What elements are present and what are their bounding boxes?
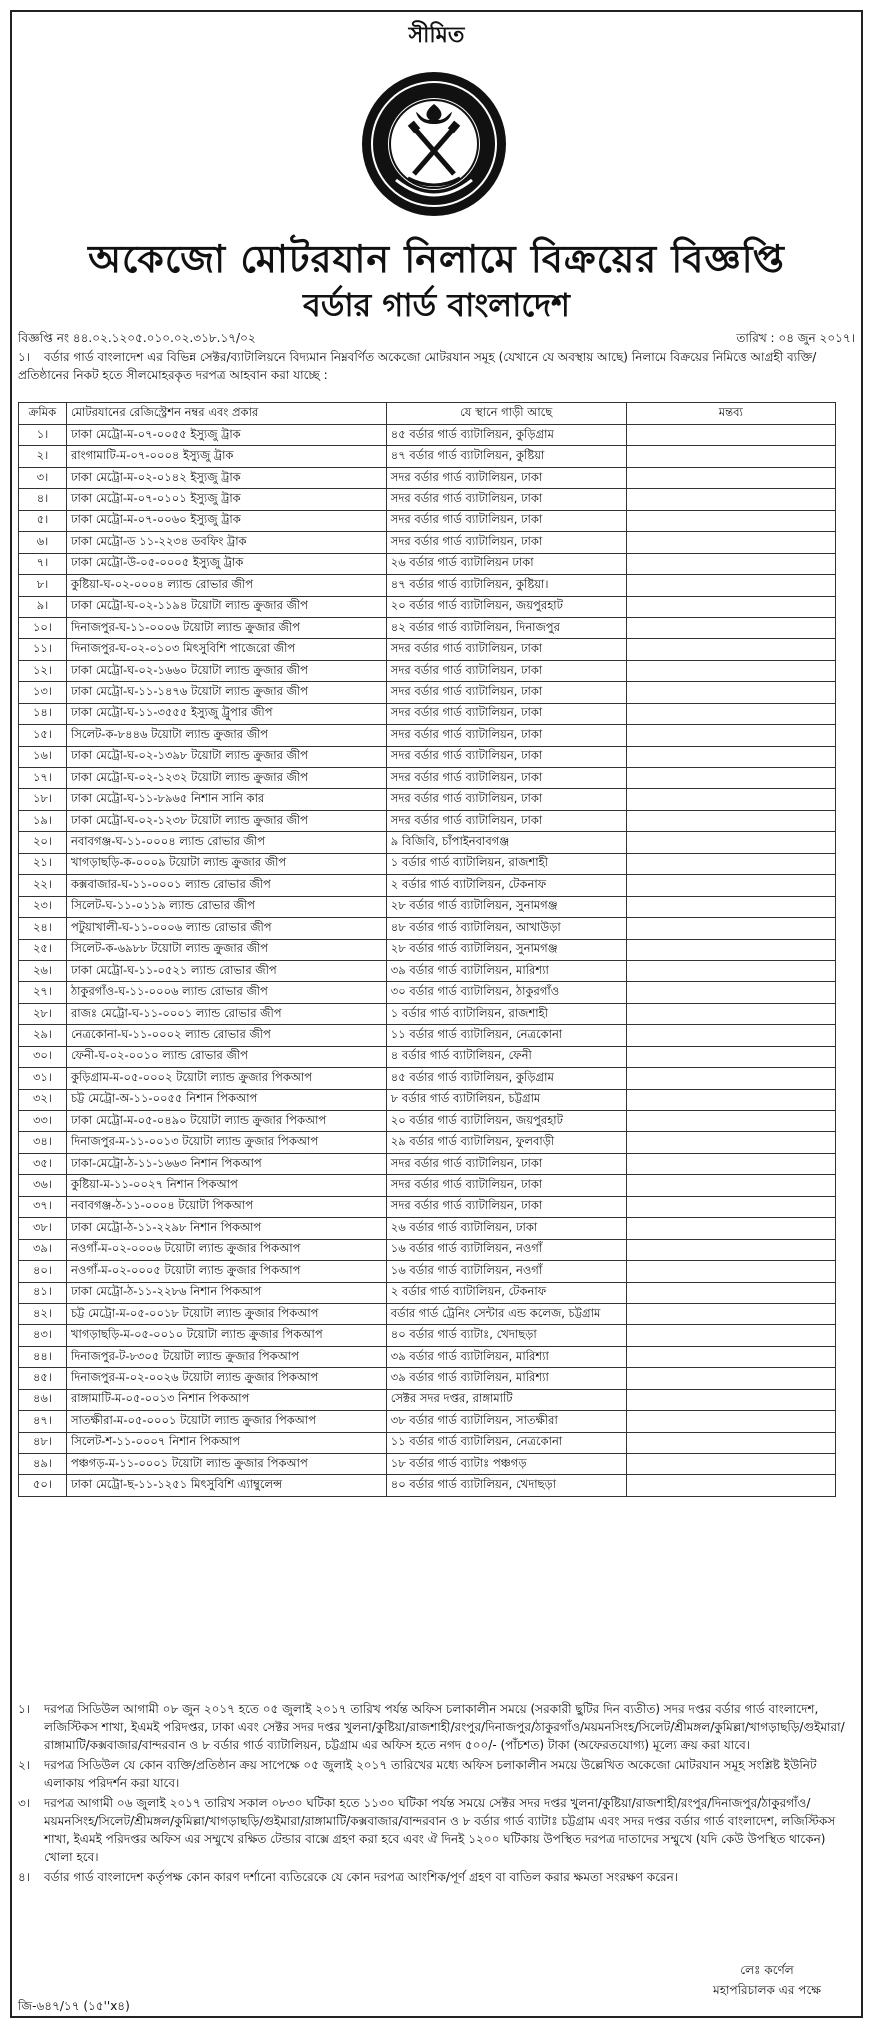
notice-title: অকেজো মোটরযান নিলামে বিক্রয়ের বিজ্ঞপ্তি bbox=[88, 237, 785, 281]
row-location: ৪৫ বর্ডার গার্ড ব্যাটালিয়ন, কুড়িগ্রাম bbox=[386, 425, 626, 446]
row-serial: ১৭। bbox=[19, 768, 67, 789]
row-remarks bbox=[626, 553, 835, 574]
row-serial: ৪৪। bbox=[19, 1346, 67, 1367]
row-serial: ৩৩। bbox=[19, 1111, 67, 1132]
row-location: ২ বর্ডার গার্ড ব্যাটালিয়ন, টেকনাফ bbox=[386, 1282, 626, 1303]
row-location: সদর বর্ডার গার্ড ব্যাটালিয়ন, ঢাকা bbox=[386, 768, 626, 789]
row-vehicle: ঢাকা মেট্রো-ম-০২-০১৪২ ইস্যুজু ট্রাক bbox=[66, 467, 386, 488]
row-location: ১ বর্ডার গার্ড ব্যাটালিয়ন, রাজশাহী bbox=[386, 1003, 626, 1024]
intro-number: ১। bbox=[18, 350, 31, 364]
note-text: বর্ডার গার্ড বাংলাদেশ কর্তৃপক্ষ কোন কারণ দর্শানো ব্যতিরেকে যে কোন দরপত্র আংশিক/পূর্ণ গ্রহণ বা বাতিল করার ক্ষমতা সংরক্ষণ করেন। bbox=[44, 1870, 679, 1884]
table-row bbox=[19, 1432, 836, 1453]
row-location: সদর বর্ডার গার্ড ব্যাটালিয়ন, ঢাকা bbox=[386, 725, 626, 746]
row-serial: ৪৭। bbox=[19, 1411, 67, 1432]
table-row bbox=[19, 1475, 836, 1496]
row-serial: ১০। bbox=[19, 617, 67, 638]
table-row bbox=[19, 1111, 836, 1132]
row-remarks bbox=[626, 982, 835, 1003]
row-remarks bbox=[626, 1368, 835, 1389]
row-remarks bbox=[626, 639, 835, 660]
row-serial: ১৯। bbox=[19, 810, 67, 831]
row-location: ২৬ বর্ডার গার্ড ব্যাটালিয়ন ঢাকা bbox=[386, 553, 626, 574]
row-remarks bbox=[626, 467, 835, 488]
row-remarks bbox=[626, 1432, 835, 1453]
note-number: ২। bbox=[18, 1758, 31, 1772]
row-location: ২৮ বর্ডার গার্ড ব্যাটালিয়ন, সুনামগঞ্জ bbox=[386, 896, 626, 917]
row-serial: ৩১। bbox=[19, 1068, 67, 1089]
row-vehicle: রাংগামাটি-ম-০৭-০০০৪ ইস্যুজু ট্রাক bbox=[66, 446, 386, 467]
table-row bbox=[19, 467, 836, 488]
table-row bbox=[19, 875, 836, 896]
row-location: ৪২ বর্ডার গার্ড ব্যাটালিয়ন, দিনাজপুর bbox=[386, 617, 626, 638]
row-location: ৮ বর্ডার গার্ড ব্যাটালিয়ন, চট্টগ্রাম bbox=[386, 1089, 626, 1110]
note-item bbox=[18, 1700, 855, 1754]
row-location: ৪০ বর্ডার গার্ড ব্যাটালিয়ন, খেদাছড়া bbox=[386, 1475, 626, 1496]
note-text: দরপত্র সিডিউল আগামী ০৮ জুন ২০১৭ হতে ০৫ জুলাই ২০১৭ তারিখ পর্যন্ত অফিস চলাকালীন সময়ে (সরকারী ছুটির দিন ব্যতীত) সদর দপ্তর বর্ডার গার্ড বাংলাদেশ, লজিস্টিকস শাখা, ইএমই পরিদপ্তর, ঢাকা এবং সেক্টর সদর দপ্তর খুলনা/কুষ্টিয়া/রাজশাহী/রংপুর/দিনাজপুর/ঠাকুরগাঁও/ময়মনসিংহ/সিলেট/শ্রীমঙ্গল/কুমিল্লা/খাগড়াছড়ি/গুইমারা/রাঙ্গামাটি/কক্সবাজার/বান্দরবান ও ৮ বর্ডার গার্ড ব্যাটালিয়ন, চট্টগ্রাম এর অফিস হতে নগদ ৫০০/- (পাঁচশত) টাকা (অফেরতযোগ্য) মূল্যে ক্রয় করা যাবে। bbox=[44, 1702, 845, 1752]
row-location: ৩৯ বর্ডার গার্ড ব্যাটালিয়ন, মারিশ্যা bbox=[386, 1368, 626, 1389]
table-row bbox=[19, 1175, 836, 1196]
row-vehicle: দিনাজপুর-ঘ-০২-০১০৩ মিৎসুবিশি পাজেরো জীপ bbox=[66, 639, 386, 660]
row-location: ৩৯ বর্ডার গার্ড ব্যাটালিয়ন, মারিশ্যা bbox=[386, 1346, 626, 1367]
table-row bbox=[19, 1303, 836, 1324]
row-vehicle: ঢাকা মেট্রো-ম-০৭-০০৬০ ইস্যুজু ট্রাক bbox=[66, 510, 386, 531]
row-location: ৪৭ বর্ডার গার্ড ব্যাটালিয়ন, কুষ্টিয়া। bbox=[386, 575, 626, 596]
row-vehicle: ঢাকা মেট্রো-ঘ-০২-১২৩৮ টয়োটা ল্যান্ড ক্রুজার জীপ bbox=[66, 810, 386, 831]
row-remarks bbox=[626, 1475, 835, 1496]
row-vehicle: ঢাকা মেট্রো-ম-০৭-০১০১ ইস্যুজু ট্রাক bbox=[66, 489, 386, 510]
row-remarks bbox=[626, 1025, 835, 1046]
row-remarks bbox=[626, 1239, 835, 1260]
row-serial: ৪৬। bbox=[19, 1389, 67, 1410]
row-location: সদর বর্ডার গার্ড ব্যাটালিয়ন, ঢাকা bbox=[386, 467, 626, 488]
row-vehicle: ঢাকা মেট্রো-ম-০৫-০৪৯০ টয়োটা ল্যান্ড ক্রুজার পিকআপ bbox=[66, 1111, 386, 1132]
row-serial: ১৩। bbox=[19, 682, 67, 703]
row-remarks bbox=[626, 1218, 835, 1239]
table-row bbox=[19, 1325, 836, 1346]
table-row bbox=[19, 982, 836, 1003]
row-remarks bbox=[626, 1411, 835, 1432]
row-vehicle: ঢাকা মেট্রো-ঘ-০২-১২৩২ টয়োটা ল্যান্ড ক্রুজার জীপ bbox=[66, 768, 386, 789]
row-location: সদর বর্ডার গার্ড ব্যাটালিয়ন, ঢাকা bbox=[386, 789, 626, 810]
note-item bbox=[18, 1794, 855, 1866]
row-location: ১১ বর্ডার গার্ড ব্যাটালিয়ন, নেত্রকোনা bbox=[386, 1432, 626, 1453]
row-vehicle: ঢাকা মেট্রো-উ-০৫-০০০৫ ইস্যুজু ট্রাক bbox=[66, 553, 386, 574]
table-header-row bbox=[19, 403, 836, 425]
reference-line bbox=[18, 330, 855, 350]
row-serial: ৪১। bbox=[19, 1282, 67, 1303]
row-location: ৪০ বর্ডার গার্ড ব্যাটাঃ, খেদাছড়া bbox=[386, 1325, 626, 1346]
row-vehicle: ঢাকা মেট্রো-ড ১১-২২৩৪ ডবফিং ট্রাক bbox=[66, 532, 386, 553]
row-serial: ২২। bbox=[19, 875, 67, 896]
row-serial: ২৩। bbox=[19, 896, 67, 917]
note-text: দরপত্র আগামী ০৬ জুলাই ২০১৭ তারিখ সকাল ০৮৩০ ঘটিকা হতে ১১৩০ ঘটিকা পর্যন্ত সময়ে সেক্টর সদর দপ্তর খুলনা/কুষ্টিয়া/রাজশাহী/রংপুর/দিনাজপুর/ঠাকুরগাঁও/ময়মনসিংহ/সিলেট/শ্রীমঙ্গল/কুমিল্লা/খাগড়াছড়ি/গুইমারা/রাঙ্গামাটি/কক্সবাজার/বান্দরবান ও ৮ বর্ডার গার্ড ব্যাটাঃ চট্টগ্রাম এবং সদর দপ্তর বর্ডার গার্ড বাংলাদেশ, লজিস্টিকস শাখা, ইএমই পরিদপ্তর অফিস এর সম্মুখে রক্ষিত টেন্ডার বাক্সে গ্রহণ করা হবে এবং ঐ দিনই ১২০০ ঘটিকায় উপস্থিত দরপত্র দাতাদের সম্মুখে (যদি কেউ উপস্থিত থাকেন) খোলা হবে। bbox=[44, 1796, 836, 1864]
row-serial: ১। bbox=[19, 425, 67, 446]
col-header-serial: ক্রমিক bbox=[19, 403, 67, 425]
row-serial: ৩৫। bbox=[19, 1153, 67, 1174]
signatory-on-behalf: মহাপরিচালক এর পক্ষে bbox=[713, 1983, 821, 1997]
table-row bbox=[19, 789, 836, 810]
row-remarks bbox=[626, 875, 835, 896]
row-serial: ৩০। bbox=[19, 1046, 67, 1067]
row-serial: ৬। bbox=[19, 532, 67, 553]
row-remarks bbox=[626, 1003, 835, 1024]
vehicle-table-body bbox=[19, 425, 836, 1497]
intro-text: বর্ডার গার্ড বাংলাদেশ এর বিভিন্ন সেক্টর/ব্যাটালিয়নে বিদ্যমান নিম্নবর্ণিত অকেজো মোটরযান সমূহ (যেখানে যে অবস্থায় আছে) নিলামে বিক্রয়ের নিমিত্তে আগ্রহী ব্যক্তি/প্রতিষ্ঠানের নিকট হতে সীলমোহরকৃত দরপত্র আহবান করা যাচ্ছে : bbox=[18, 350, 817, 382]
table-row bbox=[19, 575, 836, 596]
note-number: ৩। bbox=[18, 1796, 31, 1810]
row-vehicle: খাগড়াছড়ি-ক-০০০৯ টয়োটা ল্যান্ড ক্রুজার জীপ bbox=[66, 853, 386, 874]
row-location: সদর বর্ডার গার্ড ব্যাটালিয়ন, ঢাকা bbox=[386, 1153, 626, 1174]
table-row bbox=[19, 489, 836, 510]
row-remarks bbox=[626, 1303, 835, 1324]
row-remarks bbox=[626, 1261, 835, 1282]
table-row bbox=[19, 1068, 836, 1089]
note-number: ১। bbox=[18, 1702, 31, 1716]
row-vehicle: দিনাজপুর-ঘ-১১-০০০৬ টয়োটা ল্যান্ড ক্রুজার জীপ bbox=[66, 617, 386, 638]
row-serial: ৩২। bbox=[19, 1089, 67, 1110]
table-row bbox=[19, 1389, 836, 1410]
row-location: ৩০ বর্ডার গার্ড ব্যাটালিয়ন, ঠাকুরগাঁও bbox=[386, 982, 626, 1003]
row-remarks bbox=[626, 489, 835, 510]
table-row bbox=[19, 1132, 836, 1153]
row-location: ৪৫ বর্ডার গার্ড ব্যাটালিয়ন, কুড়িগ্রাম bbox=[386, 1068, 626, 1089]
row-location: ৩৮ বর্ডার গার্ড ব্যাটালিয়ন, সাতক্ষীরা bbox=[386, 1411, 626, 1432]
table-row bbox=[19, 1089, 836, 1110]
row-serial: ৭। bbox=[19, 553, 67, 574]
notice-date: তারিখ : ০৪ জুন ২০১৭। bbox=[736, 331, 855, 345]
table-row bbox=[19, 617, 836, 638]
row-vehicle: কক্সবাজার-ঘ-১১-০০০১ ল্যান্ড রোভার জীপ bbox=[66, 875, 386, 896]
row-remarks bbox=[626, 1346, 835, 1367]
table-row bbox=[19, 596, 836, 617]
row-vehicle: সাতক্ষীরা-ম-০৫-০০০১ টয়োটা ল্যান্ড ক্রুজার পিকআপ bbox=[66, 1411, 386, 1432]
row-vehicle: পটুয়াখালী-ঘ-১১-০০০৬ ল্যান্ড রোভার জীপ bbox=[66, 918, 386, 939]
row-serial: ২৬। bbox=[19, 960, 67, 981]
intro-paragraph bbox=[18, 348, 855, 384]
row-vehicle: পঞ্চগড়-ম-১১-০০০১ টয়োটা ল্যান্ড ক্রুজার পিকআপ bbox=[66, 1454, 386, 1475]
row-remarks bbox=[626, 960, 835, 981]
row-vehicle: নেত্রকোনা-ঘ-১১-০০০২ ল্যান্ড রোভার জীপ bbox=[66, 1025, 386, 1046]
row-remarks bbox=[626, 832, 835, 853]
table-row bbox=[19, 425, 836, 446]
row-location: সেক্টর সদর দপ্তর, রাঙ্গামাটি bbox=[386, 1389, 626, 1410]
row-vehicle: ঢাকা-মেট্রো-ঠ-১১-১৬৬৩ নিশান পিকআপ bbox=[66, 1153, 386, 1174]
row-serial: ১৪। bbox=[19, 703, 67, 724]
row-location: সদর বর্ডার গার্ড ব্যাটালিয়ন, ঢাকা bbox=[386, 703, 626, 724]
row-location: সদর বর্ডার গার্ড ব্যাটালিয়ন, ঢাকা bbox=[386, 1175, 626, 1196]
row-vehicle: ঢাকা মেট্রো-ঘ-০২-১১৯৪ টয়োটা ল্যান্ড ক্রুজার জীপ bbox=[66, 596, 386, 617]
row-location: সদর বর্ডার গার্ড ব্যাটালিয়ন, ঢাকা bbox=[386, 810, 626, 831]
row-serial: ২৫। bbox=[19, 939, 67, 960]
row-remarks bbox=[626, 617, 835, 638]
row-serial: ৩৮। bbox=[19, 1218, 67, 1239]
row-location: ৪৭ বর্ডার গার্ড ব্যাটালিয়ন, কুষ্টিয়া bbox=[386, 446, 626, 467]
row-serial: ২। bbox=[19, 446, 67, 467]
row-remarks bbox=[626, 1046, 835, 1067]
row-remarks bbox=[626, 660, 835, 681]
row-serial: ৮। bbox=[19, 575, 67, 596]
row-location: সদর বর্ডার গার্ড ব্যাটালিয়ন, ঢাকা bbox=[386, 532, 626, 553]
row-serial: ৩৬। bbox=[19, 1175, 67, 1196]
row-vehicle: দিনাজপুর-ম-০২-০০২৬ টয়োটা ল্যান্ড ক্রুজার পিকআপ bbox=[66, 1368, 386, 1389]
table-row bbox=[19, 1218, 836, 1239]
table-row bbox=[19, 1196, 836, 1217]
table-row bbox=[19, 660, 836, 681]
row-remarks bbox=[626, 810, 835, 831]
row-remarks bbox=[626, 789, 835, 810]
table-row bbox=[19, 896, 836, 917]
row-vehicle: ঢাকা মেট্রো-ঘ-১১-৮৯৬৫ নিশান সানি কার bbox=[66, 789, 386, 810]
row-remarks bbox=[626, 1325, 835, 1346]
table-row bbox=[19, 639, 836, 660]
row-remarks bbox=[626, 596, 835, 617]
row-vehicle: ফেনী-ঘ-০২-০০১০ ল্যান্ড রোভার জীপ bbox=[66, 1046, 386, 1067]
row-vehicle: ঢাকা মেট্রো-ঘ-০২-১৬৬০ টয়োটা ল্যান্ড ক্রুজার জীপ bbox=[66, 660, 386, 681]
col-header-location: যে স্থানে গাড়ী আছে bbox=[386, 403, 626, 425]
table-row bbox=[19, 853, 836, 874]
row-location: ৩৯ বর্ডার গার্ড ব্যাটালিয়ন, মারিশ্যা bbox=[386, 960, 626, 981]
bgb-emblem-icon bbox=[360, 70, 508, 218]
row-serial: ৩৪। bbox=[19, 1132, 67, 1153]
table-row bbox=[19, 1046, 836, 1067]
signatory-rank: লেঃ কর্ণেল bbox=[740, 1963, 794, 1977]
row-vehicle: নওগাঁ-ম-০২-০০০৬ টয়োটা ল্যান্ড ক্রুজার পিকআপ bbox=[66, 1239, 386, 1260]
row-location: ১৬ বর্ডার গার্ড ব্যাটালিয়ন, নওগাঁ bbox=[386, 1239, 626, 1260]
vehicle-table bbox=[18, 402, 836, 1497]
table-row bbox=[19, 1411, 836, 1432]
table-row bbox=[19, 725, 836, 746]
table-row bbox=[19, 1346, 836, 1367]
table-row bbox=[19, 960, 836, 981]
row-vehicle: রাঙ্গামাটি-ম-০৫-০০১৩ নিশান পিকআপ bbox=[66, 1389, 386, 1410]
notice-page bbox=[10, 10, 863, 2018]
row-serial: ২৭। bbox=[19, 982, 67, 1003]
table-row bbox=[19, 1239, 836, 1260]
row-vehicle: ঢাকা মেট্রো-ঘ-১১-১৪৭৬ টয়োটা ল্যান্ড ক্রুজার জীপ bbox=[66, 682, 386, 703]
note-number: ৪। bbox=[18, 1870, 31, 1884]
row-serial: ৪২। bbox=[19, 1303, 67, 1324]
table-row bbox=[19, 810, 836, 831]
table-row bbox=[19, 746, 836, 767]
table-row bbox=[19, 918, 836, 939]
row-vehicle: রাজঃ মেট্রো-ঘ-১১-০০০১ ল্যান্ড রোভার জীপ bbox=[66, 1003, 386, 1024]
row-remarks bbox=[626, 1153, 835, 1174]
row-remarks bbox=[626, 1068, 835, 1089]
row-vehicle: নবাবগঞ্জ-ঘ-১১-০০০৪ ল্যান্ড রোভার জীপ bbox=[66, 832, 386, 853]
row-location: ২৮ বর্ডার গার্ড ব্যাটালিয়ন, সুনামগঞ্জ bbox=[386, 939, 626, 960]
row-serial: ১৮। bbox=[19, 789, 67, 810]
row-vehicle: সিলেট-ক-৬৯৮৮ টয়োটা ল্যান্ড ক্রুজার জীপ bbox=[66, 939, 386, 960]
row-serial: ১৫। bbox=[19, 725, 67, 746]
table-row bbox=[19, 939, 836, 960]
row-location: ১ বর্ডার গার্ড ব্যাটালিয়ন, রাজশাহী bbox=[386, 853, 626, 874]
row-location: ২৯ বর্ডার গার্ড ব্যাটালিয়ন, ফুলবাড়ী bbox=[386, 1132, 626, 1153]
row-serial: ৩৭। bbox=[19, 1196, 67, 1217]
row-location: সদর বর্ডার গার্ড ব্যাটালিয়ন, ঢাকা bbox=[386, 746, 626, 767]
row-serial: ২১। bbox=[19, 853, 67, 874]
table-row bbox=[19, 1454, 836, 1475]
table-row bbox=[19, 832, 836, 853]
table-row bbox=[19, 1261, 836, 1282]
row-vehicle: কুষ্টিয়া-ঘ-০২-০০০৪ ল্যান্ড রোভার জীপ bbox=[66, 575, 386, 596]
row-location: ৯ বিজিবি, চাঁপাইনবাবগঞ্জ bbox=[386, 832, 626, 853]
table-row bbox=[19, 446, 836, 467]
row-vehicle: খাগড়াছড়ি-ম-০৫-০০১০ টয়োটা ল্যান্ড ক্রুজার পিকআপ bbox=[66, 1325, 386, 1346]
row-remarks bbox=[626, 1282, 835, 1303]
row-vehicle: ঠাকুরগাঁও-ঘ-১১-০০০৬ ল্যান্ড রোভার জীপ bbox=[66, 982, 386, 1003]
row-remarks bbox=[626, 1175, 835, 1196]
row-location: ২ বর্ডার গার্ড ব্যাটালিয়ন, টেকনাফ bbox=[386, 875, 626, 896]
row-remarks bbox=[626, 532, 835, 553]
row-location: ১৬ বর্ডার গার্ড ব্যাটালিয়ন, নওগাঁ bbox=[386, 1261, 626, 1282]
row-remarks bbox=[626, 939, 835, 960]
row-vehicle: ঢাকা মেট্রো-ঠ-১১-২২৯৮ নিশান পিকআপ bbox=[66, 1218, 386, 1239]
row-serial: ৯। bbox=[19, 596, 67, 617]
row-location: ২৬ বর্ডার গার্ড ব্যাটালিয়ন, ঢাকা bbox=[386, 1218, 626, 1239]
row-location: সদর বর্ডার গার্ড ব্যাটালিয়ন, ঢাকা bbox=[386, 682, 626, 703]
row-vehicle: ঢাকা মেট্রো-ঘ-০২-১৩৯৮ টয়োটা ল্যান্ড ক্রুজার জীপ bbox=[66, 746, 386, 767]
row-remarks bbox=[626, 446, 835, 467]
row-location: সদর বর্ডার গার্ড ব্যাটালিয়ন, ঢাকা bbox=[386, 510, 626, 531]
row-location: ১৮ বর্ডার গার্ড ব্যাটাঃ পঞ্চগড় bbox=[386, 1454, 626, 1475]
row-location: ২০ বর্ডার গার্ড ব্যাটালিয়ন, জয়পুরহাট bbox=[386, 596, 626, 617]
row-serial: ৪৫। bbox=[19, 1368, 67, 1389]
row-remarks bbox=[626, 703, 835, 724]
row-vehicle: কুড়িগ্রাম-ম-০৫-০০০২ টয়োটা ল্যান্ড ক্রুজার পিকআপ bbox=[66, 1068, 386, 1089]
row-serial: ১২। bbox=[19, 660, 67, 681]
row-remarks bbox=[626, 896, 835, 917]
row-serial: ৪৯। bbox=[19, 1454, 67, 1475]
row-location: বর্ডার গার্ড ট্রেনিং সেন্টার এন্ড কলেজ, চট্টগ্রাম bbox=[386, 1303, 626, 1324]
row-remarks bbox=[626, 682, 835, 703]
row-remarks bbox=[626, 853, 835, 874]
row-serial: ২০। bbox=[19, 832, 67, 853]
reference-number: বিজ্ঞপ্তি নং ৪৪.০২.১২০৫.০১০.০২.৩১৮.১৭/০২ bbox=[18, 331, 256, 345]
row-vehicle: সিলেট-ক-৮৪৪৬ টয়োটা ল্যান্ড ক্রুজার জীপ bbox=[66, 725, 386, 746]
table-row bbox=[19, 1368, 836, 1389]
row-remarks bbox=[626, 1196, 835, 1217]
row-location: ১১ বর্ডার গার্ড ব্যাটালিয়ন, নেত্রকোনা bbox=[386, 1025, 626, 1046]
row-serial: ৫০। bbox=[19, 1475, 67, 1496]
row-remarks bbox=[626, 1111, 835, 1132]
row-remarks bbox=[626, 1089, 835, 1110]
row-vehicle: ঢাকা মেট্রো-ঘ-১১-৩৫৫৫ ইস্যুজু ট্রুপার জীপ bbox=[66, 703, 386, 724]
table-row bbox=[19, 768, 836, 789]
row-remarks bbox=[626, 768, 835, 789]
table-row bbox=[19, 1025, 836, 1046]
row-vehicle: সিলেট-শ-১১-০০০৭ নিশান পিকআপ bbox=[66, 1432, 386, 1453]
row-serial: ২৪। bbox=[19, 918, 67, 939]
row-remarks bbox=[626, 1454, 835, 1475]
row-location: সদর বর্ডার গার্ড ব্যাটালিয়ন, ঢাকা bbox=[386, 1196, 626, 1217]
row-vehicle: দিনাজপুর-ট-৮৩০৫ টয়োটা ল্যান্ড ক্রুজার পিকআপ bbox=[66, 1346, 386, 1367]
row-remarks bbox=[626, 746, 835, 767]
row-serial: ৪। bbox=[19, 489, 67, 510]
row-location: সদর বর্ডার গার্ড ব্যাটালিয়ন, ঢাকা bbox=[386, 639, 626, 660]
terms-notes bbox=[18, 1700, 855, 1888]
row-serial: ৩। bbox=[19, 467, 67, 488]
row-remarks bbox=[626, 725, 835, 746]
row-vehicle: ঢাকা মেট্রো-ঠ-১১-২২৮৬ নিশান পিকআপ bbox=[66, 1282, 386, 1303]
row-vehicle: ঢাকা মেট্রো-ম-০৭-০০৫৫ ইস্যুজু ট্রাক bbox=[66, 425, 386, 446]
row-serial: ১১। bbox=[19, 639, 67, 660]
row-vehicle: চট্ট মেট্রো-অ-১১-০০৫৫ নিশান পিকআপ bbox=[66, 1089, 386, 1110]
table-row bbox=[19, 1153, 836, 1174]
row-vehicle: চট্ট মেট্রো-ম-০৫-০০১৮ টয়োটা ল্যান্ড ক্রুজার পিকআপ bbox=[66, 1303, 386, 1324]
note-item bbox=[18, 1868, 855, 1886]
row-remarks bbox=[626, 575, 835, 596]
table-row bbox=[19, 682, 836, 703]
row-serial: ১৬। bbox=[19, 746, 67, 767]
row-serial: ২৮। bbox=[19, 1003, 67, 1024]
row-vehicle: নবাবগঞ্জ-ঠ-১১-০০০৪ টয়োটা পিকআপ bbox=[66, 1196, 386, 1217]
limited-label: সীমিত bbox=[408, 23, 465, 48]
row-location: সদর বর্ডার গার্ড ব্যাটালিয়ন, ঢাকা bbox=[386, 660, 626, 681]
row-vehicle: ঢাকা মেট্রো-ছ-১১-১২৫১ মিৎসুবিশি এ্যাম্বুলেন্স bbox=[66, 1475, 386, 1496]
col-header-remarks: মন্তব্য bbox=[626, 403, 835, 425]
row-remarks bbox=[626, 425, 835, 446]
row-vehicle: দিনাজপুর-ম-১১-০০১৩ টয়োটা ল্যান্ড ক্রুজার পিকআপ bbox=[66, 1132, 386, 1153]
organization-name: বর্ডার গার্ড বাংলাদেশ bbox=[303, 286, 570, 324]
note-text: দরপত্র সিডিউল যে কোন ব্যক্তি/প্রতিষ্ঠান ক্রয় সাপেক্ষে ০৫ জুলাই ২০১৭ তারিখের মধ্যে অফিস চলাকালীন সময়ে উল্লেখিত অকেজো মোটরযান সমূহ সংশ্লিষ্ট ইউনিট এলাকায় পরিদর্শন করা যাবে। bbox=[44, 1758, 817, 1790]
row-location: ২০ বর্ডার গার্ড ব্যাটালিয়ন, জয়পুরহাট bbox=[386, 1111, 626, 1132]
row-remarks bbox=[626, 1132, 835, 1153]
table-row bbox=[19, 1003, 836, 1024]
col-header-vehicle: মোটরযানের রেজিস্ট্রেশন নম্বর এবং প্রকার bbox=[66, 403, 386, 425]
row-remarks bbox=[626, 1389, 835, 1410]
footer-code: জি-৬৪৭/১৭ (১৫''x৪) bbox=[18, 1999, 130, 2013]
table-row bbox=[19, 532, 836, 553]
row-location: ৪৮ বর্ডার গার্ড ব্যাটালিয়ন, আখাউড়া bbox=[386, 918, 626, 939]
row-remarks bbox=[626, 510, 835, 531]
table-row bbox=[19, 510, 836, 531]
row-serial: ৪৩। bbox=[19, 1325, 67, 1346]
row-serial: ২৯। bbox=[19, 1025, 67, 1046]
signature-block bbox=[713, 1960, 821, 2000]
row-vehicle: কুষ্টিয়া-ম-১১-০০২৭ নিশান পিকআপ bbox=[66, 1175, 386, 1196]
row-location: ৪ বর্ডার গার্ড ব্যাটালিয়ন, ফেনী bbox=[386, 1046, 626, 1067]
row-vehicle: সিলেট-ঘ-১১-০১১৯ ল্যান্ড রোভার জীপ bbox=[66, 896, 386, 917]
row-serial: ৫। bbox=[19, 510, 67, 531]
row-location: সদর বর্ডার গার্ড ব্যাটালিয়ন, ঢাকা bbox=[386, 489, 626, 510]
note-item bbox=[18, 1756, 855, 1792]
table-row bbox=[19, 553, 836, 574]
row-serial: ৩৯। bbox=[19, 1239, 67, 1260]
row-vehicle: ঢাকা মেট্রো-ঘ-১১-০৫২১ ল্যান্ড রোভার জীপ bbox=[66, 960, 386, 981]
row-serial: ৪০। bbox=[19, 1261, 67, 1282]
table-row bbox=[19, 703, 836, 724]
row-serial: ৪৮। bbox=[19, 1432, 67, 1453]
table-row bbox=[19, 1282, 836, 1303]
row-remarks bbox=[626, 918, 835, 939]
row-vehicle: নওগাঁ-ম-০২-০০০৫ টয়োটা ল্যান্ড ক্রুজার পিকআপ bbox=[66, 1261, 386, 1282]
